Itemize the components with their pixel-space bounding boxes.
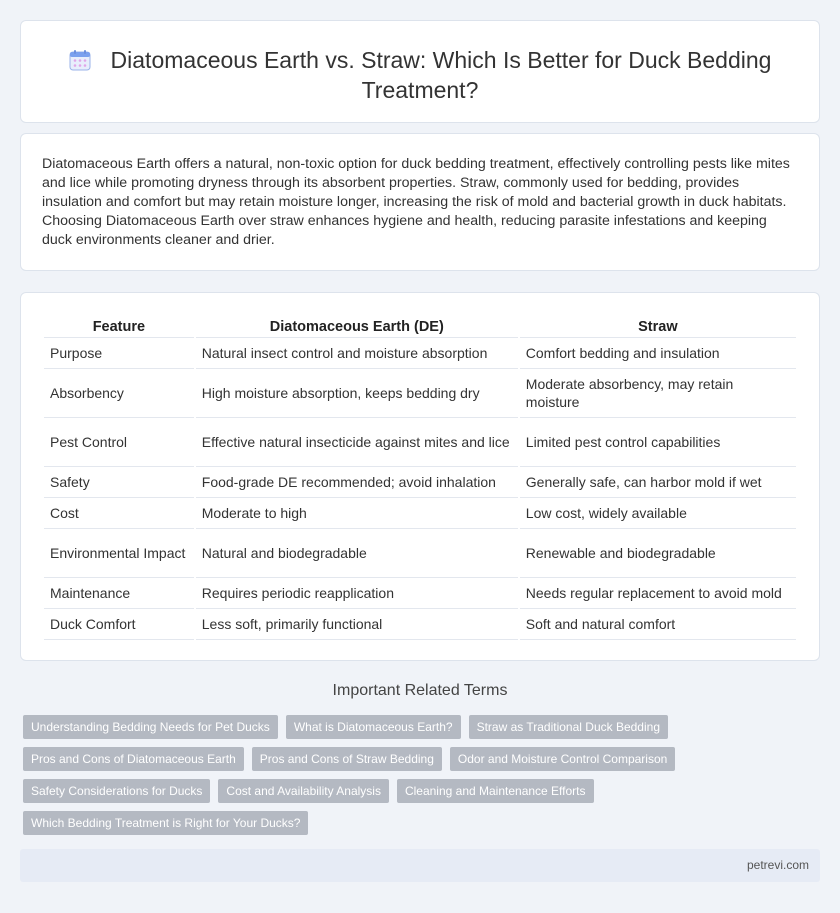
comparison-card [20,292,820,661]
row-feature: Pest Control [44,418,194,467]
row-de-value: Natural insect control and moisture absorption [196,338,518,369]
row-straw-value: Soft and natural comfort [520,609,796,640]
table-header-row [44,315,796,338]
row-de-value: Food-grade DE recommended; avoid inhalation [196,467,518,498]
row-feature: Duck Comfort [44,609,194,640]
calendar-icon [69,49,91,71]
row-feature: Purpose [44,338,194,369]
row-de-value: Moderate to high [196,498,518,529]
table-row [44,498,796,529]
page-title-wrap [41,45,799,105]
row-feature: Environmental Impact [44,529,194,578]
related-terms-list [23,715,823,843]
row-straw-value: Limited pest control capabilities [520,418,796,467]
tag-row [23,747,823,771]
row-straw-value: Renewable and biodegradable [520,529,796,578]
tag-which-bedding[interactable]: Which Bedding Treatment is Right for Your Ducks? [23,811,308,835]
tag-bedding-needs[interactable]: Understanding Bedding Needs for Pet Ducks [23,715,278,739]
row-feature: Safety [44,467,194,498]
tag-straw-traditional[interactable]: Straw as Traditional Duck Bedding [469,715,668,739]
row-de-value: Less soft, primarily functional [196,609,518,640]
table-row [44,578,796,609]
row-straw-value: Comfort bedding and insulation [520,338,796,369]
row-straw-value: Moderate absorbency, may retain moisture [520,369,796,418]
row-de-value: High moisture absorption, keeps bedding dry [196,369,518,418]
related-terms-heading: Important Related Terms [332,682,508,699]
tag-pros-cons-de[interactable]: Pros and Cons of Diatomaceous Earth [23,747,244,771]
tag-what-is-de[interactable]: What is Diatomaceous Earth? [286,715,461,739]
row-feature: Absorbency [44,369,194,418]
row-feature: Maintenance [44,578,194,609]
tag-odor-moisture[interactable]: Odor and Moisture Control Comparison [450,747,675,771]
footer [20,849,820,882]
tag-cleaning-maintenance[interactable]: Cleaning and Maintenance Efforts [397,779,594,803]
header-straw: Straw [520,315,796,338]
tag-row [23,715,823,739]
intro-card [20,133,820,271]
table-row [44,369,796,418]
table-row [44,529,796,578]
row-de-value: Effective natural insecticide against mites and lice [196,418,518,467]
row-straw-value: Needs regular replacement to avoid mold [520,578,796,609]
tag-cost-availability[interactable]: Cost and Availability Analysis [218,779,389,803]
title-card [20,20,820,123]
row-straw-value: Low cost, widely available [520,498,796,529]
table-row [44,467,796,498]
row-feature: Cost [44,498,194,529]
row-straw-value: Generally safe, can harbor mold if wet [520,467,796,498]
row-de-value: Requires periodic reapplication [196,578,518,609]
table-row [44,609,796,640]
intro-paragraph: Diatomaceous Earth offers a natural, non-toxic option for duck bedding treatment, effectively controlling pests like mites and lice while promoting dryness through its absorbent properties. Straw, commonly used for bedding, provides insulation and comfort but may retain moisture longer, increasing the risk of mold and bacterial growth in duck habitats. Choosing Diatomaceous Earth over straw enhances hygiene and health, reducing parasite infestations and keeping duck environments cleaner and drier. [42,156,790,248]
table-row [44,338,796,369]
tag-row [23,779,823,803]
header-de: Diatomaceous Earth (DE) [196,315,518,338]
tag-row [23,811,823,835]
row-de-value: Natural and biodegradable [196,529,518,578]
page-title: Diatomaceous Earth vs. Straw: Which Is Better for Duck Bedding Treatment? [110,47,772,103]
tag-pros-cons-straw[interactable]: Pros and Cons of Straw Bedding [252,747,442,771]
footer-site[interactable]: petrevi.com [746,858,809,872]
table-row [44,418,796,467]
comparison-table [42,315,798,640]
header-feature: Feature [44,315,194,338]
tag-safety[interactable]: Safety Considerations for Ducks [23,779,210,803]
